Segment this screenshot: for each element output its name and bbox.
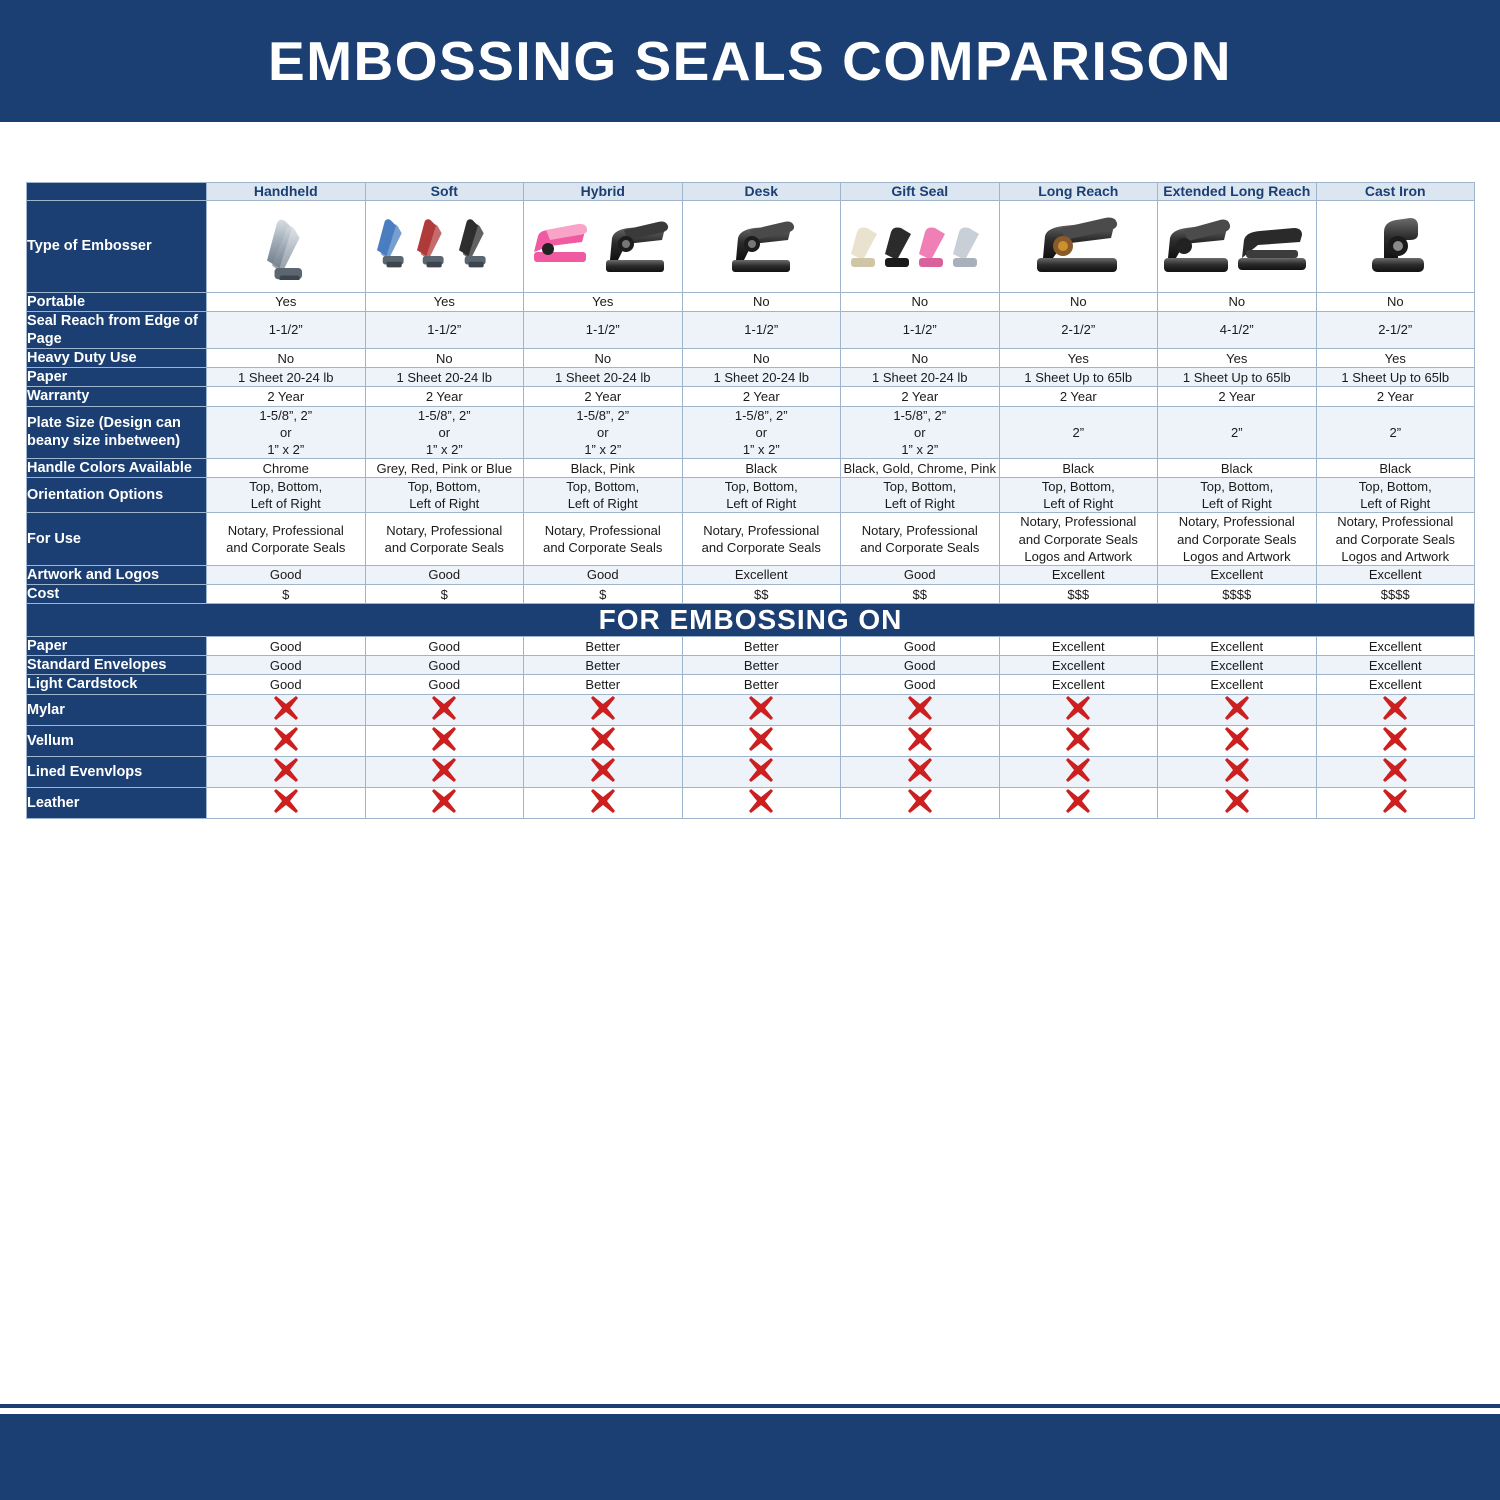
x-mark-cell [365, 725, 524, 756]
value-cell: No [841, 349, 1000, 368]
value-cell: Better [682, 675, 841, 694]
value-cell: 2-1/2” [1316, 311, 1475, 348]
x-mark-icon [273, 695, 299, 721]
soft-embosser-image [369, 208, 519, 280]
row-header-lined-evenvlops: Lined Evenvlops [27, 756, 207, 787]
value-cell: Good [841, 565, 1000, 584]
value-cell: 1 Sheet Up to 65lb [999, 368, 1158, 387]
x-mark-cell [841, 788, 1000, 819]
row-header-leather: Leather [27, 788, 207, 819]
embosser-image-cell [524, 200, 683, 292]
value-cell: $$$ [999, 585, 1158, 604]
column-header-handheld: Handheld [207, 183, 366, 201]
value-cell: Better [682, 656, 841, 675]
value-cell: 2 Year [1316, 387, 1475, 406]
value-cell: $$ [682, 585, 841, 604]
value-cell: 1 Sheet 20-24 lb [841, 368, 1000, 387]
x-mark-icon [1224, 788, 1250, 814]
x-mark-icon [1065, 757, 1091, 783]
value-cell: Top, Bottom, Left of Right [1158, 478, 1317, 513]
value-cell: Black [1316, 459, 1475, 478]
column-header-gift-seal: Gift Seal [841, 183, 1000, 201]
desk-embosser-image [686, 208, 836, 280]
table-row [27, 292, 1475, 311]
value-cell: $$ [841, 585, 1000, 604]
row-header-light-cardstock: Light Cardstock [27, 675, 207, 694]
x-mark-icon [748, 726, 774, 752]
row-header-cost: Cost [27, 585, 207, 604]
value-cell: 2 Year [682, 387, 841, 406]
table-row [27, 656, 1475, 675]
x-mark-icon [431, 726, 457, 752]
x-mark-cell [365, 788, 524, 819]
row-header-paper: Paper [27, 637, 207, 656]
column-header-long-reach: Long Reach [999, 183, 1158, 201]
x-mark-cell [1158, 725, 1317, 756]
x-mark-icon [907, 757, 933, 783]
value-cell: 2” [1316, 406, 1475, 458]
row-header-warranty: Warranty [27, 387, 207, 406]
value-cell: Excellent [1316, 656, 1475, 675]
table-row [27, 725, 1475, 756]
value-cell: Excellent [1158, 656, 1317, 675]
x-mark-icon [1382, 788, 1408, 814]
table-row [27, 349, 1475, 368]
x-mark-cell [682, 725, 841, 756]
value-cell: Black [999, 459, 1158, 478]
table-row [27, 311, 1475, 348]
value-cell: Good [841, 675, 1000, 694]
row-header-mylar: Mylar [27, 694, 207, 725]
table-row [27, 565, 1475, 584]
x-mark-icon [748, 788, 774, 814]
x-mark-icon [590, 726, 616, 752]
page-title: EMBOSSING SEALS COMPARISON [268, 30, 1232, 92]
x-mark-cell [682, 756, 841, 787]
row-header-standard-envelopes: Standard Envelopes [27, 656, 207, 675]
value-cell: Excellent [999, 565, 1158, 584]
value-cell: Chrome [207, 459, 366, 478]
embosser-image-cell [1316, 200, 1475, 292]
x-mark-cell [524, 788, 683, 819]
row-header-type-of-embosser: Type of Embosser [27, 200, 207, 292]
x-mark-cell [207, 756, 366, 787]
value-cell: 2 Year [524, 387, 683, 406]
x-mark-icon [1065, 695, 1091, 721]
value-cell: No [365, 349, 524, 368]
value-cell: Better [524, 675, 683, 694]
value-cell: Excellent [1316, 565, 1475, 584]
value-cell: Yes [207, 292, 366, 311]
section-title-for-embossing-on: FOR EMBOSSING ON [27, 604, 1475, 637]
x-mark-cell [207, 788, 366, 819]
x-mark-cell [841, 725, 1000, 756]
comparison-table-body [27, 183, 1475, 819]
value-cell: 2-1/2” [999, 311, 1158, 348]
value-cell: No [682, 292, 841, 311]
x-mark-icon [273, 788, 299, 814]
x-mark-icon [590, 788, 616, 814]
value-cell: 1-5/8”, 2” or 1” x 2” [524, 406, 683, 458]
x-mark-icon [590, 757, 616, 783]
value-cell: Top, Bottom, Left of Right [1316, 478, 1475, 513]
table-row [27, 756, 1475, 787]
x-mark-icon [1382, 726, 1408, 752]
table-row [27, 637, 1475, 656]
row-header-seal-reach-from-edge-of-page: Seal Reach from Edge of Page [27, 311, 207, 348]
x-mark-icon [1224, 695, 1250, 721]
x-mark-icon [431, 788, 457, 814]
value-cell: 1-5/8”, 2” or 1” x 2” [841, 406, 1000, 458]
value-cell: Good [365, 675, 524, 694]
x-mark-icon [1065, 788, 1091, 814]
value-cell: Good [365, 656, 524, 675]
value-cell: Notary, Professional and Corporate Seals [365, 513, 524, 565]
x-mark-icon [1224, 757, 1250, 783]
value-cell: 2 Year [1158, 387, 1317, 406]
value-cell: No [999, 292, 1158, 311]
value-cell: 2 Year [207, 387, 366, 406]
value-cell: Excellent [682, 565, 841, 584]
value-cell: Good [841, 637, 1000, 656]
value-cell: No [1158, 292, 1317, 311]
gift-seal-embosser-image [845, 208, 995, 280]
value-cell: Top, Bottom, Left of Right [207, 478, 366, 513]
x-mark-cell [682, 788, 841, 819]
cast-iron-embosser-image [1320, 208, 1470, 280]
value-cell: Excellent [1158, 675, 1317, 694]
row-header-vellum: Vellum [27, 725, 207, 756]
table-row [27, 459, 1475, 478]
value-cell: Notary, Professional and Corporate Seals [524, 513, 683, 565]
x-mark-icon [1065, 726, 1091, 752]
section-band-row [27, 604, 1475, 637]
embosser-image-cell [999, 200, 1158, 292]
row-header-portable: Portable [27, 292, 207, 311]
column-header-hybrid: Hybrid [524, 183, 683, 201]
value-cell: Notary, Professional and Corporate Seals [682, 513, 841, 565]
table-row [27, 585, 1475, 604]
value-cell: 1 Sheet 20-24 lb [207, 368, 366, 387]
x-mark-icon [431, 695, 457, 721]
row-header-heavy-duty-use: Heavy Duty Use [27, 349, 207, 368]
value-cell: Better [524, 637, 683, 656]
table-row [27, 368, 1475, 387]
value-cell: 4-1/2” [1158, 311, 1317, 348]
x-mark-cell [841, 694, 1000, 725]
value-cell: 1-5/8”, 2” or 1” x 2” [207, 406, 366, 458]
value-cell: Good [207, 565, 366, 584]
table-row [27, 406, 1475, 458]
x-mark-icon [590, 695, 616, 721]
header-underline [0, 122, 1500, 127]
value-cell: 2 Year [999, 387, 1158, 406]
value-cell: Good [365, 565, 524, 584]
table-row [27, 675, 1475, 694]
x-mark-icon [907, 726, 933, 752]
table-row [27, 200, 1475, 292]
x-mark-cell [524, 725, 683, 756]
x-mark-cell [524, 756, 683, 787]
column-header-desk: Desk [682, 183, 841, 201]
value-cell: No [841, 292, 1000, 311]
value-cell: Notary, Professional and Corporate Seals Logos and Artwork [1316, 513, 1475, 565]
embosser-image-cell [682, 200, 841, 292]
x-mark-icon [273, 726, 299, 752]
value-cell: Black, Gold, Chrome, Pink [841, 459, 1000, 478]
table-corner-cell [27, 183, 207, 201]
value-cell: No [207, 349, 366, 368]
value-cell: Good [207, 675, 366, 694]
value-cell: Excellent [999, 675, 1158, 694]
x-mark-icon [1224, 726, 1250, 752]
value-cell: Excellent [999, 637, 1158, 656]
value-cell: Top, Bottom, Left of Right [365, 478, 524, 513]
value-cell: Excellent [999, 656, 1158, 675]
x-mark-icon [748, 695, 774, 721]
footer-divider [0, 1404, 1500, 1408]
value-cell: Notary, Professional and Corporate Seals [841, 513, 1000, 565]
value-cell: Black, Pink [524, 459, 683, 478]
value-cell: 1 Sheet 20-24 lb [682, 368, 841, 387]
value-cell: Excellent [1158, 637, 1317, 656]
x-mark-cell [999, 725, 1158, 756]
value-cell: Excellent [1316, 675, 1475, 694]
value-cell: No [682, 349, 841, 368]
x-mark-cell [1158, 756, 1317, 787]
x-mark-cell [207, 694, 366, 725]
x-mark-cell [1316, 788, 1475, 819]
value-cell: 1-5/8”, 2” or 1” x 2” [682, 406, 841, 458]
table-row [27, 478, 1475, 513]
value-cell: Excellent [1316, 637, 1475, 656]
x-mark-cell [1158, 694, 1317, 725]
x-mark-cell [999, 788, 1158, 819]
value-cell: Grey, Red, Pink or Blue [365, 459, 524, 478]
embosser-image-cell [841, 200, 1000, 292]
x-mark-cell [999, 694, 1158, 725]
value-cell: $$$$ [1158, 585, 1317, 604]
value-cell: Yes [524, 292, 683, 311]
x-mark-icon [907, 695, 933, 721]
value-cell: 1-1/2” [841, 311, 1000, 348]
value-cell: Top, Bottom, Left of Right [841, 478, 1000, 513]
long-reach-embosser-image [1003, 208, 1153, 280]
value-cell: No [1316, 292, 1475, 311]
x-mark-cell [999, 756, 1158, 787]
x-mark-cell [1316, 756, 1475, 787]
table-row [27, 513, 1475, 565]
x-mark-icon [907, 788, 933, 814]
value-cell: 1-1/2” [524, 311, 683, 348]
value-cell: No [524, 349, 683, 368]
value-cell: $ [365, 585, 524, 604]
embosser-image-cell [207, 200, 366, 292]
value-cell: 2” [999, 406, 1158, 458]
value-cell: Yes [1158, 349, 1317, 368]
column-header-extended-long-reach: Extended Long Reach [1158, 183, 1317, 201]
x-mark-cell [1158, 788, 1317, 819]
x-mark-cell [365, 756, 524, 787]
column-header-soft: Soft [365, 183, 524, 201]
x-mark-icon [273, 757, 299, 783]
table-row [27, 788, 1475, 819]
value-cell: Better [682, 637, 841, 656]
value-cell: Top, Bottom, Left of Right [524, 478, 683, 513]
x-mark-icon [748, 757, 774, 783]
value-cell: Yes [999, 349, 1158, 368]
value-cell: Top, Bottom, Left of Right [999, 478, 1158, 513]
comparison-table [26, 182, 1475, 819]
table-row [27, 387, 1475, 406]
value-cell: Notary, Professional and Corporate Seals Logos and Artwork [1158, 513, 1317, 565]
value-cell: Yes [1316, 349, 1475, 368]
embosser-image-cell [365, 200, 524, 292]
row-header-orientation-options: Orientation Options [27, 478, 207, 513]
x-mark-icon [1382, 757, 1408, 783]
x-mark-cell [207, 725, 366, 756]
row-header-plate-size-design-can-beany-size-inbetween-: Plate Size (Design can beany size inbetween) [27, 406, 207, 458]
value-cell: Top, Bottom, Left of Right [682, 478, 841, 513]
value-cell: 1 Sheet 20-24 lb [524, 368, 683, 387]
extended-long-reach-embosser-image [1162, 208, 1312, 280]
value-cell: 1-1/2” [365, 311, 524, 348]
x-mark-cell [524, 694, 683, 725]
embosser-image-cell [1158, 200, 1317, 292]
column-header-cast-iron: Cast Iron [1316, 183, 1475, 201]
x-mark-cell [1316, 694, 1475, 725]
row-header-paper: Paper [27, 368, 207, 387]
value-cell: 1-1/2” [682, 311, 841, 348]
row-header-artwork-and-logos: Artwork and Logos [27, 565, 207, 584]
value-cell: 2 Year [365, 387, 524, 406]
value-cell: Notary, Professional and Corporate Seals [207, 513, 366, 565]
value-cell: 1 Sheet Up to 65lb [1316, 368, 1475, 387]
handheld-embosser-image [211, 208, 361, 280]
comparison-table-wrap [26, 182, 1474, 819]
value-cell: Good [365, 637, 524, 656]
value-cell: $ [207, 585, 366, 604]
value-cell: Excellent [1158, 565, 1317, 584]
value-cell: 1-1/2” [207, 311, 366, 348]
value-cell: Notary, Professional and Corporate Seals Logos and Artwork [999, 513, 1158, 565]
x-mark-icon [1382, 695, 1408, 721]
value-cell: Better [524, 656, 683, 675]
value-cell: Good [524, 565, 683, 584]
value-cell: Black [682, 459, 841, 478]
x-mark-cell [841, 756, 1000, 787]
row-header-handle-colors-available: Handle Colors Available [27, 459, 207, 478]
hybrid-embosser-image [528, 208, 678, 280]
x-mark-icon [431, 757, 457, 783]
x-mark-cell [1316, 725, 1475, 756]
value-cell: Good [207, 656, 366, 675]
value-cell: Good [841, 656, 1000, 675]
x-mark-cell [682, 694, 841, 725]
row-header-for-use: For Use [27, 513, 207, 565]
value-cell: 1 Sheet 20-24 lb [365, 368, 524, 387]
value-cell: $$$$ [1316, 585, 1475, 604]
value-cell: 2” [1158, 406, 1317, 458]
footer-band [0, 1414, 1500, 1500]
value-cell: 2 Year [841, 387, 1000, 406]
value-cell: 1-5/8”, 2” or 1” x 2” [365, 406, 524, 458]
value-cell: 1 Sheet Up to 65lb [1158, 368, 1317, 387]
table-row [27, 694, 1475, 725]
x-mark-cell [365, 694, 524, 725]
value-cell: Yes [365, 292, 524, 311]
value-cell: $ [524, 585, 683, 604]
value-cell: Black [1158, 459, 1317, 478]
table-header-row [27, 183, 1475, 201]
value-cell: Good [207, 637, 366, 656]
